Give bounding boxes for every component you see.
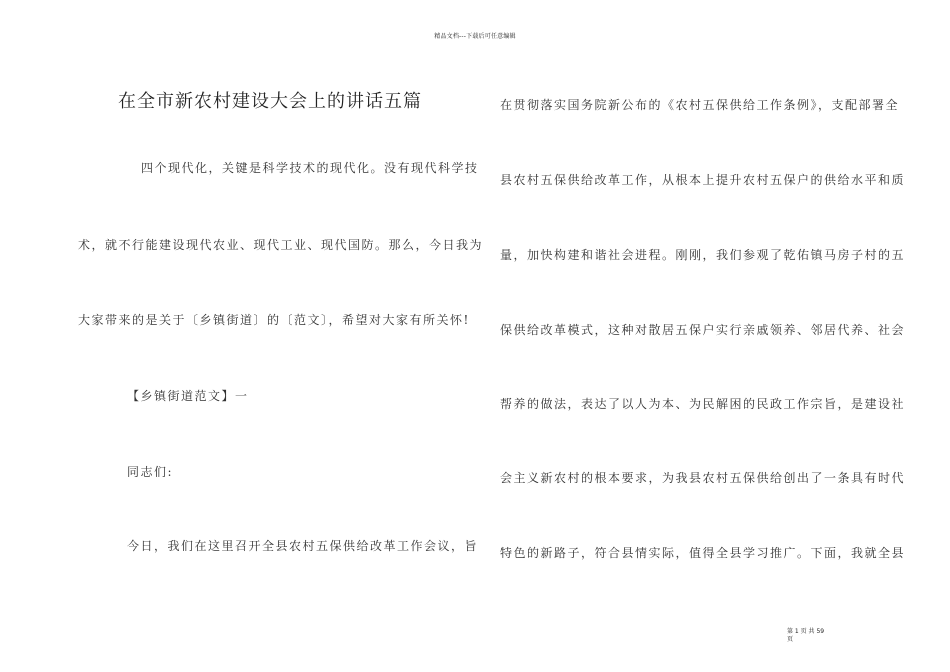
right-paragraph-line: 帮养的做法，表达了以人为本、为民解困的民政工作宗旨，是建设社 <box>500 397 906 411</box>
document-title: 在全市新农村建设大会上的讲话五篇 <box>118 91 422 112</box>
right-paragraph-line: 特色的新路子，符合县情实际，值得全县学习推广。下面，我就全县 <box>500 546 906 560</box>
left-paragraph-line: 今日，我们在这里召开全县农村五保供给改革工作会议，旨 <box>127 539 479 553</box>
left-paragraph-line: 四个现代化，关键是科学技术的现代化。没有现代科学技 <box>141 161 479 175</box>
right-paragraph-line: 在贯彻落实国务院新公布的《农村五保供给工作条例》，支配部署全 <box>500 98 900 112</box>
right-paragraph-line: 县农村五保供给改革工作，从根本上提升农村五保户的供给水平和质 <box>500 173 906 187</box>
right-paragraph-line: 量，加快构建和谐社会进程。刚刚，我们参观了乾佑镇马房子村的五 <box>500 248 906 262</box>
left-paragraph-line: 大家带来的是关于〔乡镇街道〕的〔范文〕，希望对大家有所关怀! <box>78 313 470 327</box>
right-paragraph-line: 保供给改革模式，这种对散居五保户实行亲戚领养、邻居代养、社会 <box>500 323 906 337</box>
right-paragraph-line: 会主义新农村的根本要求，为我县农村五保供给创出了一条具有时代 <box>500 471 906 485</box>
page-number: 第 1 页 共 59 页 <box>787 628 825 643</box>
left-paragraph-line: 术，就不行能建设现代农业、现代工业、现代国防。那么，今日我为 <box>78 238 484 252</box>
page-header: 精品文档---下载后可任意编辑 <box>434 33 516 40</box>
section-heading: 【乡镇街道范文】一 <box>127 389 249 403</box>
salutation: 同志们: <box>127 465 174 479</box>
